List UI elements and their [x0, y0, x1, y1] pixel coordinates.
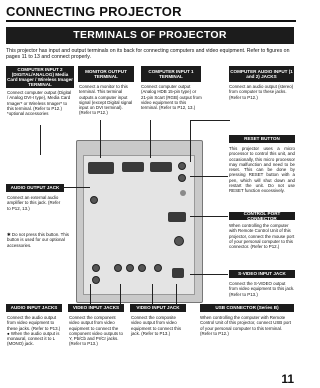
footnote: ✱ Do not press this button. This button is used for our optional accessories. — [7, 232, 69, 248]
audio-in-2-jack — [178, 174, 186, 182]
desc-computer-input-2: Connect computer output (Digital / Analog DVI-I type), Media Card Imager* or Wireless Imager* to this terminal. (Refer to P12.) *optional accessories — [7, 90, 72, 117]
dvi-terminal — [88, 162, 114, 174]
desc-reset-button: This projector uses a micro processor to control this unit, and occasionally, this micro processor may malfunction and need to be reset. This can be done by pressing RESET button with a pen, which will shut down and restart the unit. Do not use RESET function excessively. — [229, 146, 295, 194]
page-number: 11 — [281, 372, 294, 386]
label-monitor-output: MONITOR OUTPUT TERMINAL — [78, 66, 134, 82]
leader-line — [62, 187, 90, 188]
audio-in-r-jack — [92, 264, 100, 272]
leader-line — [90, 284, 91, 304]
label-computer-input-1: COMPUTER INPUT 1 TERMINAL — [141, 66, 201, 82]
leader-line — [190, 274, 228, 275]
video-jack — [154, 264, 162, 272]
projector-rear-panel — [76, 140, 203, 303]
leader-line — [176, 284, 177, 304]
svideo-jack — [174, 236, 184, 246]
label-video-input-component: VIDEO INPUT JACKS — [68, 304, 124, 312]
terminal-plate — [83, 155, 195, 295]
y-jack — [114, 264, 122, 272]
desc-control-port: When controlling the computer with Remote Control Unit of this projector, connect the mouse port of your personal computer to this connector. (Refer to P12.) — [229, 223, 295, 250]
leader-line — [190, 216, 228, 217]
desc-video-input: Connect the composite video output from video equipment to connect this jack. (Refer to P13.) — [131, 315, 182, 336]
label-computer-audio: COMPUTER AUDIO INPUT (1 and 2) JACKS — [229, 66, 294, 82]
computer-in-1-terminal — [150, 162, 172, 172]
label-usb: USB CONNECTOR (Series B) — [200, 304, 294, 312]
leader-line — [152, 284, 153, 304]
label-svideo: S-VIDEO INPUT JACK — [229, 270, 295, 278]
desc-computer-audio: Connect an audio output (stereo) from computer to these jacks. (Refer to P12.) — [229, 84, 294, 100]
leader-line — [190, 120, 230, 121]
leader-line — [190, 120, 191, 162]
label-control-port: CONTROL PORT CONNECTOR — [229, 212, 295, 220]
section-banner: TERMINALS OF PROJECTOR — [6, 27, 294, 44]
audio-in-1-jack — [178, 162, 186, 170]
audio-out-jack — [90, 196, 98, 204]
label-video-input: VIDEO INPUT JACK — [130, 304, 186, 312]
page-title: CONNECTING PROJECTOR — [6, 4, 182, 19]
label-computer-input-2: COMPUTER INPUT 2 (DIGITAL/ANALOG) Media Card Imager / Wireless Imager TERMINAL — [7, 66, 73, 88]
audio-in-l-jack — [92, 276, 100, 284]
desc-svideo: Connect the S-VIDEO output from video equipment to this jack. (Refer to P13.) — [229, 281, 295, 297]
pr-jack — [138, 264, 146, 272]
label-reset-button: RESET BUTTON — [229, 135, 295, 143]
reset-button — [180, 190, 186, 196]
intro-text: This projector has input and output terminals on its back for connecting computers and video equipment. Refer to figures on pages 11 to 13 and connect properly. — [6, 48, 290, 61]
usb-connector — [172, 268, 184, 278]
control-port-connector — [168, 212, 186, 222]
desc-video-input-component: Connect the component video output from video equipment to connect the component video outputs to Y, Pb/Cb and Pr/Cr jacks. (Refer to P13.) — [69, 315, 123, 347]
leader-line — [120, 284, 121, 304]
pb-jack — [126, 264, 134, 272]
desc-usb: When controlling the computer with Remote Control Unit of this projector, connect USB port of your personal computer to this terminal. (Refer to P12.) — [200, 315, 292, 336]
leader-line — [190, 176, 228, 177]
desc-computer-input-1: Connect computer output (Analog HDB 15-pin type) or 21-pin Scart (RGB) output from video equipment to this terminal. (Refer to P12, 13.) — [141, 84, 202, 111]
desc-audio-input: Connect the audio output from video equipment to these jacks. (Refer to P13.) ● When the audio output is monaural, connect it to L (MONO) jack. — [7, 315, 61, 347]
label-audio-output: AUDIO OUTPUT JACK — [6, 184, 64, 192]
page-header — [0, 3, 300, 23]
monitor-out-terminal — [122, 162, 144, 172]
desc-audio-output: Connect an external audio amplifier to this jack. (Refer to P12, 13.) — [7, 195, 61, 211]
leader-line — [150, 120, 151, 158]
desc-monitor-output: Connect a monitor to this terminal. This terminal outputs a computer input signal (except Digital signal input on DVI terminal). (Refer to P12.) — [79, 84, 133, 116]
leader-line — [40, 125, 41, 155]
header-rule — [6, 20, 296, 22]
leader-line — [100, 120, 101, 158]
label-audio-input: AUDIO INPUT JACKS — [6, 304, 62, 312]
